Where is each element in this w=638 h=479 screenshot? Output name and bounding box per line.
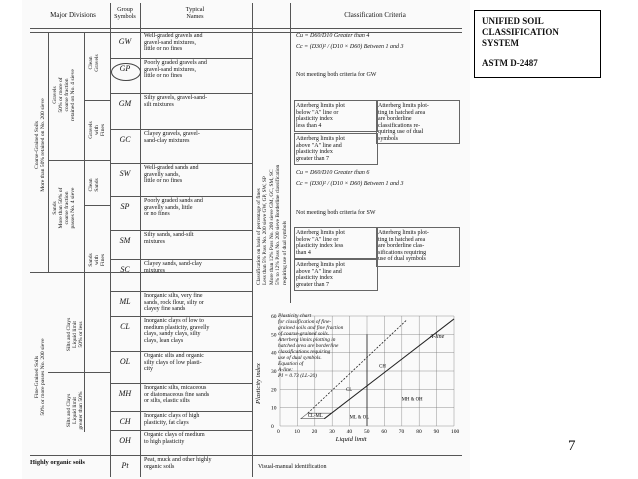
sw-cc-criterion: Cc = (D30)² / (D10 × D60) Between 1 and 3: [296, 181, 404, 187]
row-divider: [110, 351, 252, 352]
group-symbol: GM: [118, 99, 132, 108]
y-tick-label: 20: [271, 387, 277, 394]
group-symbol: SW: [119, 169, 131, 178]
group-symbol: GW: [118, 37, 132, 46]
gc-criterion: Atterberg limits plot above "A" line and plasticity index greater than 7: [296, 136, 345, 162]
typical-name: Organic silts and organic silty clays of low plasti- city: [144, 353, 204, 373]
gw-cu-criterion: Cu = D60/D10 Greater than 4: [296, 33, 370, 39]
typical-name: Clayey gravels, gravel- sand-clay mixtures: [144, 131, 200, 144]
group-symbol: GC: [119, 135, 131, 144]
sp-criterion: Not meeting both criteria for SW: [296, 210, 376, 216]
typical-name: Inorganic clays of low to medium plasticity, gravelly clays, sandy clays, silty clays, lean clays: [144, 318, 210, 344]
x-tick-label: 90: [433, 429, 440, 435]
coarse-divider: [48, 32, 49, 272]
group-symbol: OH: [119, 436, 131, 445]
gravel-borderline-criterion: Atterberg limits plot- ting in hatched area are borderline classifications re- quiring use of dual symbols: [378, 103, 429, 142]
group-symbol: ML: [119, 297, 131, 306]
group-symbol: MH: [118, 389, 132, 398]
sm-criterion: Atterberg limits plot below "A" line or plasticity index less than 4: [296, 230, 345, 256]
y-tick-label: 0: [271, 424, 274, 430]
label-highly-organic: Highly organic soils: [30, 459, 85, 466]
row-divider: [110, 230, 252, 231]
x-tick-label: 80: [416, 429, 422, 435]
row-divider: [110, 430, 252, 431]
row-divider: [110, 383, 252, 384]
group-symbol: SC: [120, 265, 130, 274]
label-clean-sands: Clean Sands: [88, 178, 100, 192]
x-tick-label: 70: [398, 429, 405, 435]
typical-name: Inorganic silts, very fine sands, rock flour, silty or clayey fine sands: [144, 293, 204, 313]
sw-cu-criterion: Cu = D60/D10 Greater than 6: [296, 170, 370, 176]
title-box: [474, 10, 601, 78]
typical-name: Organic clays of medium to high plasticity: [144, 432, 205, 445]
silts-clays-divider: [48, 372, 110, 373]
row-divider: [110, 291, 252, 292]
header-rule: [30, 28, 462, 29]
plasticity-index-label: Plasticity index: [255, 363, 262, 404]
fines-percentage-note: Classification on basis of percentage of fines Less than 5% Pass No. 200 sieve GW, GP, SW, SP More than 12% Pass No. 200 sieve GM, GC, SM, SC 5% to 12% Pass No. 200 sieve Borderline classification requiring use of dual symbols: [256, 164, 288, 285]
typical-name: Well-graded gravels and gravel-sand mixtures, little or no fines: [144, 33, 203, 53]
group-symbol: CH: [119, 417, 131, 426]
x-tick-label: 50: [364, 429, 370, 435]
y-tick-label: 60: [271, 314, 277, 320]
group-symbol: Pt: [121, 461, 129, 470]
title-line-1: UNIFIED SOIL: [482, 16, 544, 26]
x-tick-label: 0: [277, 429, 280, 435]
plasticity-chart-notes: Plasticity chart for classification of fine- grained soils and fine fraction of coarse-grained soils. Atterberg limits plotting in hatched area are borderline classifications requiring use of dual symbols. Equation of A-line: PI = 0.73 (LL-20): [278, 313, 344, 379]
gravel-sand-divider: [48, 160, 110, 161]
zone-label: CH: [379, 364, 386, 370]
label-silts-clays-ll-low: Silts and Clays Liquid limit 50% or less: [66, 317, 84, 352]
pt-criterion: Visual-manual identification: [258, 464, 327, 470]
criteria-inner-divider: [290, 3, 291, 303]
a-line-label: A-line: [429, 334, 445, 340]
sc-box: [294, 259, 378, 291]
zone-label: MH & OH: [401, 397, 423, 403]
page-number: 7: [568, 438, 576, 454]
x-tick-label: 30: [329, 429, 335, 435]
typical-name: Silty gravels, gravel-sand- silt mixtures: [144, 95, 208, 108]
zone-label: CL: [346, 388, 353, 394]
y-tick-label: 40: [271, 350, 277, 357]
row-divider: [110, 316, 252, 317]
x-tick-label: 20: [311, 429, 318, 435]
criteria-col-divider: [252, 3, 253, 477]
typical-name: Poorly graded gravels and gravel-sand mixtures, little or no fines: [144, 60, 207, 80]
y-tick-label: 30: [271, 369, 277, 375]
sand-borderline-criterion: Atterberg limits plot- ting in hatched area are borderline clas- sifications requiring use of dual symbols: [378, 230, 429, 263]
label-clean-gravels: Clean Gravels: [88, 54, 100, 72]
row-divider: [110, 58, 252, 59]
label-coarse-grained: Coarse-Grained Soils More than 50% retained on No. 200 sieve: [34, 98, 46, 192]
group-symbol: SM: [119, 236, 131, 245]
row-divider: [110, 411, 252, 412]
row-divider: [110, 129, 252, 130]
header-typical-names: Typical Names: [185, 6, 205, 20]
group-symbol: CL: [120, 322, 130, 331]
y-tick-label: 50: [271, 332, 277, 339]
sm-box: [294, 227, 378, 259]
x-tick-label: 60: [381, 429, 387, 435]
row-divider: [110, 163, 252, 164]
header-group-symbols: Group Symbols: [114, 6, 136, 20]
x-tick-label: 10: [294, 429, 300, 435]
label-silts-clays-ll-high: Silts and Clays Liquid limit greater than 50%: [66, 391, 84, 430]
group-symbol: OL: [119, 357, 131, 366]
typical-name: Poorly graded sands and gravelly sands, little or no fines: [144, 198, 203, 218]
clean-gravels-divider: [84, 100, 110, 101]
gm-criterion: Atterberg limits plot below "A" line or plasticity index less than 4: [296, 103, 345, 129]
typical-name: Clayey sands, sand-clay mixtures: [144, 261, 202, 274]
label-fine-grained: Fine-Grained Soils 50% or more passes No. 200 sieve: [34, 338, 46, 416]
label-gravels-with-fines: Gravels with Fines: [88, 121, 106, 139]
label-sands-with-fines: Sands with Fines: [88, 253, 106, 267]
title-line-4: ASTM D-2487: [482, 58, 538, 68]
clean-sands-divider: [84, 205, 110, 206]
gc-box: [294, 133, 378, 165]
sc-criterion: Atterberg limits plot above "A" line and plasticity index greater than 7: [296, 262, 345, 288]
row-divider: [110, 93, 252, 94]
typical-name: Peat, muck and other highly organic soils: [144, 457, 212, 470]
group-symbol: GP: [119, 64, 131, 73]
x-tick-label: 40: [346, 429, 353, 435]
sand-border-box: [376, 227, 460, 267]
label-sands: Sands More than 50% of coarse fraction passes No. 4 sieve: [52, 187, 76, 229]
row-divider: [110, 259, 252, 260]
x-tick-label: 100: [451, 429, 460, 435]
liquid-limit-label: Liquid limit: [335, 436, 367, 443]
label-gravels: Gravels 50% or more of coarse fraction retained on No. 4 sieve: [52, 69, 76, 121]
gw-cc-criterion: Cc = (D30)² / (D10 × D60) Between 1 and 3: [296, 44, 404, 50]
gm-box: [294, 100, 378, 132]
header-major-divisions: Major Divisions: [50, 11, 96, 19]
group-symbol: SP: [120, 202, 130, 211]
typical-name: Inorganic clays of high plasticity, fat clays: [144, 413, 200, 426]
header-classification-criteria: Classification Criteria: [344, 11, 406, 19]
zone-label: CL-ML: [307, 413, 323, 419]
gp-circle-mark: [111, 63, 141, 81]
highly-organic-divider: [30, 455, 462, 456]
typical-name: Silty sands, sand-silt mixtures: [144, 232, 194, 245]
gp-criterion: Not meeting both criteria for GW: [296, 72, 377, 78]
zone-label: ML & OL: [349, 415, 370, 421]
y-tick-label: 10: [271, 405, 277, 412]
gravel-border-box: [376, 100, 460, 144]
typical-name: Inorganic silts, micaceous or diatomaceous fine sands or silts, elastic silts: [144, 385, 210, 405]
title-line-3: SYSTEM: [482, 38, 520, 48]
title-line-2: CLASSIFICATION: [482, 27, 559, 37]
typical-name: Well-graded sands and gravelly sands, little or no fines: [144, 165, 199, 185]
row-divider: [110, 196, 252, 197]
